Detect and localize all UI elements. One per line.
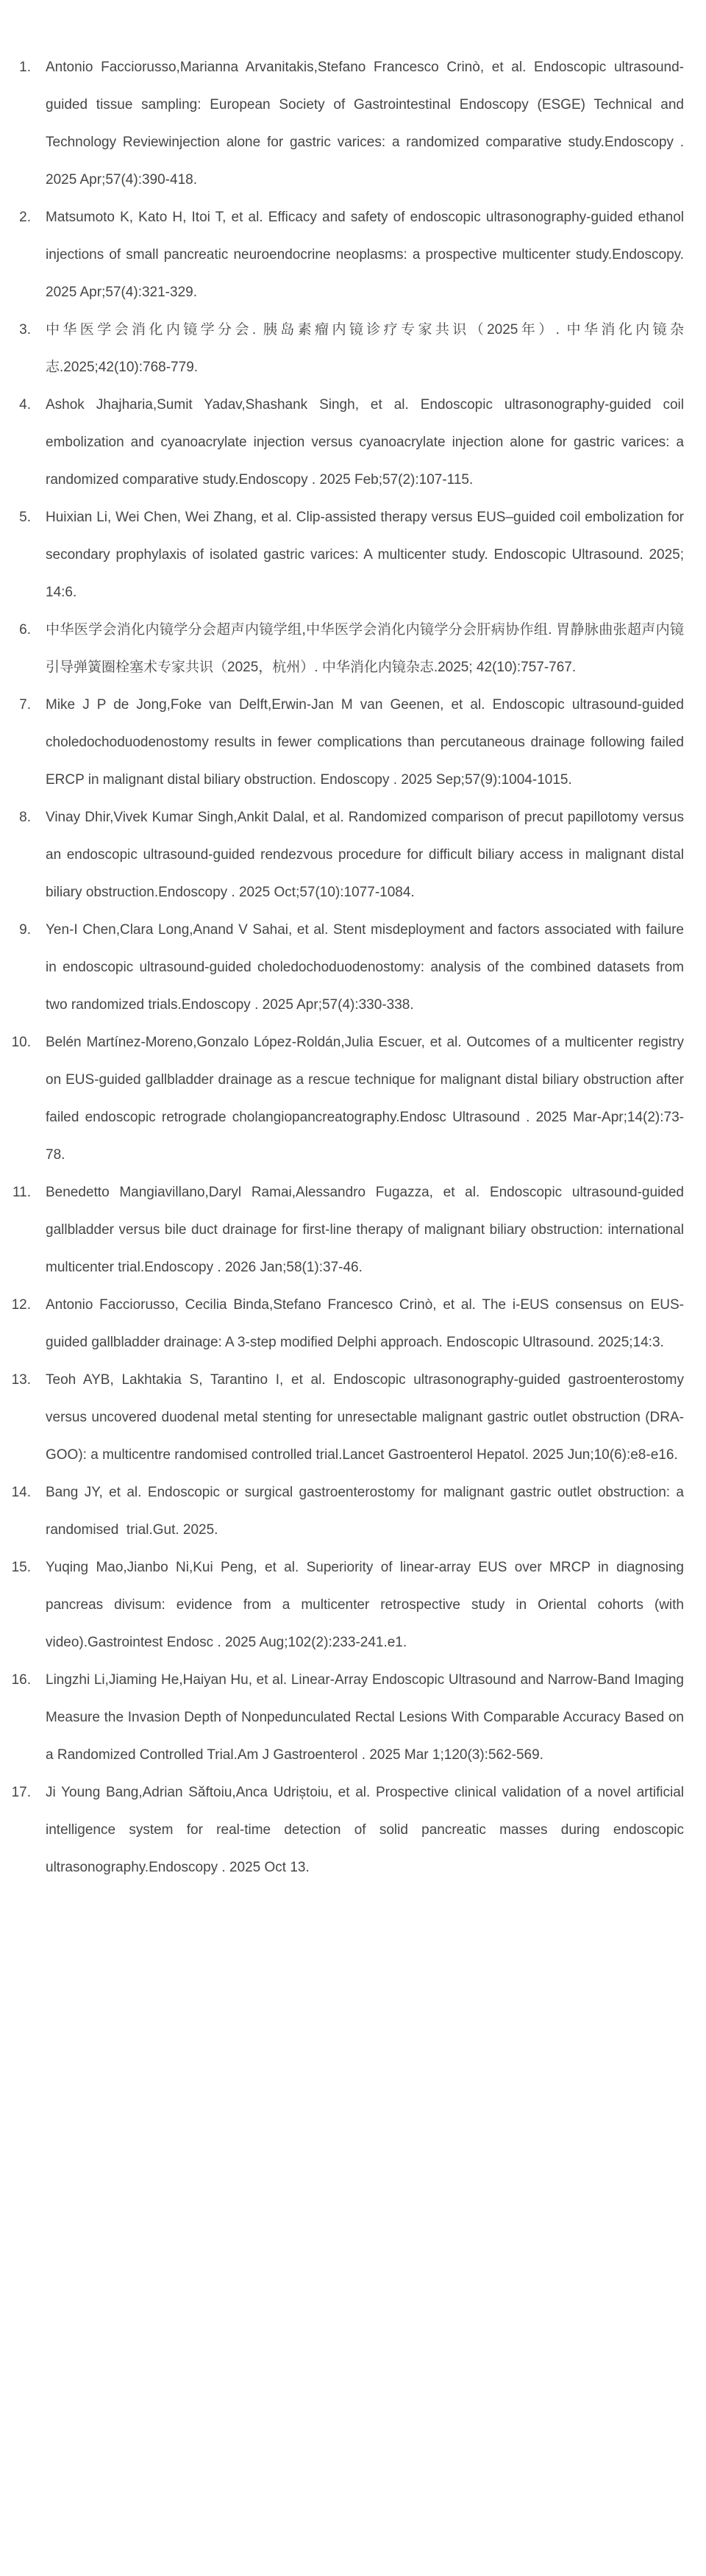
reference-item — [0, 1549, 684, 1661]
reference-number: 5. — [19, 510, 31, 525]
reference-text: Teoh AYB, Lakhtakia S, Tarantino I, et al. Endoscopic ultrasonography-guided gastroenterostomy versus uncovered duodenal metal stenting for unresectable malignant gastric outlet obstruction (DRA-GOO): a multicentre randomised controlled trial.Lancet Gastroenterol Hepatol. 2025 Jun;10(6):e8-e16. — [46, 1372, 684, 1463]
reference-number: 8. — [19, 810, 31, 825]
reference-item — [0, 1774, 684, 1886]
reference-number: 7. — [19, 697, 31, 713]
reference-list — [0, 49, 684, 1886]
reference-item — [0, 1024, 684, 1174]
reference-text: Benedetto Mangiavillano,Daryl Ramai,Alessandro Fugazza, et al. Endoscopic ultrasound-guided gallbladder versus bile duct drainage for first-line therapy of malignant biliary obstruction: international multicenter trial.Endoscopy . 2026 Jan;58(1):37-46. — [46, 1185, 684, 1275]
reference-text: Huixian Li, Wei Chen, Wei Zhang, et al. Clip-assisted therapy versus EUS–guided coil embolization for secondary prophylaxis of isolated gastric varices: A multicenter study. Endoscopic Ultrasound. 2025; 14:6. — [46, 510, 684, 600]
reference-text: Yuqing Mao,Jianbo Ni,Kui Peng, et al. Superiority of linear-array EUS over MRCP in diagnosing pancreas divisum: evidence from a multicenter retrospective study in Oriental cohorts (with video).Gastrointest Endosc . 2025 Aug;102(2):233-241.e1. — [46, 1560, 684, 1650]
reference-text: Lingzhi Li,Jiaming He,Haiyan Hu, et al. Linear-Array Endoscopic Ultrasound and Narrow-Band Imaging Measure the Invasion Depth of Nonpedunculated Rectal Lesions With Comparable Accuracy Based on a Randomized Controlled Trial.Am J Gastroenterol . 2025 Mar 1;120(3):562-569. — [46, 1672, 684, 1763]
reference-item — [0, 611, 684, 686]
reference-number: 4. — [19, 397, 31, 413]
reference-number: 1. — [19, 60, 31, 75]
reference-number: 6. — [19, 622, 31, 638]
reference-number: 2. — [19, 210, 31, 225]
reference-text: Mike J P de Jong,Foke van Delft,Erwin-Jan M van Geenen, et al. Endoscopic ultrasound-guided choledochoduodenostomy results in fewer complications than percutaneous drainage following failed ERCP in malignant distal biliary obstruction. Endoscopy . 2025 Sep;57(9):1004-1015. — [46, 697, 684, 788]
reference-item — [0, 1361, 684, 1474]
reference-text: Vinay Dhir,Vivek Kumar Singh,Ankit Dalal, et al. Randomized comparison of precut papillotomy versus an endoscopic ultrasound-guided rendezvous procedure for difficult biliary access in malignant distal biliary obstruction.Endoscopy . 2025 Oct;57(10):1077-1084. — [46, 810, 684, 900]
reference-item — [0, 799, 684, 911]
reference-text: 中华医学会消化内镜学分会. 胰岛素瘤内镜诊疗专家共识（2025年）. 中华消化内镜杂志.2025;42(10):768-779. — [46, 322, 684, 375]
reference-item — [0, 686, 684, 799]
reference-number: 9. — [19, 922, 31, 938]
reference-item — [0, 499, 684, 611]
reference-text: Antonio Facciorusso,Marianna Arvanitakis,Stefano Francesco Crinò, et al. Endoscopic ultrasound-guided tissue sampling: European Society of Gastrointestinal Endoscopy (ESGE) Technical and Technology Reviewinjection alone for gastric varices: a randomized comparative study.Endoscopy . 2025 Apr;57(4):390-418. — [46, 60, 684, 188]
reference-text: Ashok Jhajharia,Sumit Yadav,Shashank Singh, et al. Endoscopic ultrasonography-guided coil embolization and cyanoacrylate injection versus cyanoacrylate injection alone for gastric varices: a randomized comparative study.Endoscopy . 2025 Feb;57(2):107-115. — [46, 397, 684, 488]
reference-item — [0, 1474, 684, 1549]
reference-text: Yen-I Chen,Clara Long,Anand V Sahai, et al. Stent misdeployment and factors associated with failure in endoscopic ultrasound-guided choledochoduodenostomy: analysis of the combined datasets from two randomized trials.Endoscopy . 2025 Apr;57(4):330-338. — [46, 922, 684, 1013]
reference-item — [0, 311, 684, 386]
reference-item — [0, 911, 684, 1024]
reference-item — [0, 1286, 684, 1361]
reference-text: Belén Martínez-Moreno,Gonzalo López-Roldán,Julia Escuer, et al. Outcomes of a multicenter registry on EUS-guided gallbladder drainage as a rescue technique for malignant distal biliary obstruction after failed endoscopic retrograde cholangiopancreatography.Endosc Ultrasound . 2025 Mar-Apr;14(2):73-78. — [46, 1035, 684, 1163]
reference-item — [0, 199, 684, 311]
reference-number: 14. — [11, 1485, 31, 1500]
reference-text: Bang JY, et al. Endoscopic or surgical gastroenterostomy for malignant gastric outlet obstruction: a randomised trial.Gut. 2025. — [46, 1485, 684, 1538]
reference-text: Antonio Facciorusso, Cecilia Binda,Stefano Francesco Crinò, et al. The i-EUS consensus on EUS-guided gallbladder drainage: A 3-step modified Delphi approach. Endoscopic Ultrasound. 2025;14:3. — [46, 1297, 684, 1350]
reference-item — [0, 49, 684, 199]
reference-item — [0, 1174, 684, 1286]
reference-number: 17. — [11, 1785, 31, 1800]
reference-number: 12. — [11, 1297, 31, 1313]
reference-number: 3. — [19, 322, 31, 338]
reference-item — [0, 386, 684, 499]
reference-number: 13. — [11, 1372, 31, 1388]
reference-text: Matsumoto K, Kato H, Itoi T, et al. Efficacy and safety of endoscopic ultrasonography-guided ethanol injections of small pancreatic neuroendocrine neoplasms: a prospective multicenter study.Endoscopy. 2025 Apr;57(4):321-329. — [46, 210, 684, 300]
reference-number: 11. — [12, 1185, 31, 1200]
reference-number: 10. — [11, 1035, 31, 1050]
reference-item — [0, 1661, 684, 1774]
reference-number: 16. — [11, 1672, 31, 1688]
reference-text: Ji Young Bang,Adrian Săftoiu,Anca Udriștoiu, et al. Prospective clinical validation of a novel artificial intelligence system for real-time detection of solid pancreatic masses during endoscopic ultrasonography.Endoscopy . 2025 Oct 13. — [46, 1785, 684, 1875]
reference-text: 中华医学会消化内镜学分会超声内镜学组,中华医学会消化内镜学分会肝病协作组. 胃静脉曲张超声内镜引导弹簧圈栓塞术专家共识（2025，杭州）. 中华消化内镜杂志.2025; 42(10):757-767. — [46, 622, 684, 675]
reference-number: 15. — [11, 1560, 31, 1575]
